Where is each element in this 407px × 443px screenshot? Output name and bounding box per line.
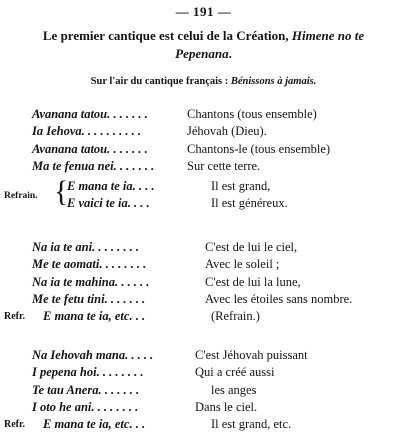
verse-line (0, 416, 407, 433)
tune-prefix: Sur l'air du cantique français : (90, 76, 229, 87)
verse-line (0, 141, 407, 158)
verse-line (0, 123, 407, 140)
verse-line (0, 158, 407, 175)
french-text: C'est de lui le ciel, (205, 240, 298, 254)
tahitian-text: E mana te ia, etc. . . (43, 417, 146, 432)
tahitian-text: Na ia te ani. . . . . . . . (32, 240, 139, 254)
tahitian-text: Avanana tatou. . . . . . . (32, 107, 148, 121)
tahitian-text: E vaici te ia. . . . (67, 196, 150, 211)
stanza-1 (0, 106, 407, 175)
refrain-brace: { (54, 175, 69, 208)
verse-line (0, 399, 407, 416)
french-text: Il est grand, etc. (211, 417, 292, 432)
verse-line (0, 382, 407, 399)
tahitian-text: Avanana tatou. . . . . . . (32, 141, 148, 156)
verse-line (0, 195, 407, 212)
tahitian-text: Na ia te mahina. . . . . . (32, 274, 150, 289)
heading-end: . (228, 46, 232, 61)
tahitian-text: Ia Iehova. . . . . . . . . . (32, 124, 142, 139)
verse-line (0, 239, 407, 256)
tahitian-text: I oto he ani. . . . . . . . (32, 399, 139, 414)
verse-line (0, 364, 407, 381)
tahitian-text: E mana te ia. . . . (67, 179, 155, 193)
verse-line (0, 347, 407, 364)
tahitian-text: Me te fetu tini. . . . . . . (32, 291, 146, 306)
french-text: Avec les étoiles sans nombre. (205, 291, 353, 306)
verse-line (0, 178, 407, 195)
french-text: Qui a créé aussi (195, 365, 275, 380)
refrain-label: Refrain. (4, 191, 38, 201)
tune-note (0, 76, 407, 87)
french-text: Chantons-le (tous ensemble) (187, 141, 331, 156)
verse-line (0, 274, 407, 291)
page-heading (20, 27, 387, 63)
verse-line (0, 106, 407, 123)
french-text: Avec le soleil ; (205, 257, 280, 272)
french-text: C'est de lui la lune, (205, 274, 301, 289)
french-text: Dans le ciel. (195, 399, 258, 414)
verse-line (0, 291, 407, 308)
french-text: les anges (211, 382, 257, 397)
stanza-2 (0, 239, 407, 325)
verse-line (0, 256, 407, 273)
french-text: Sur cette terre. (187, 158, 261, 173)
stanza-3 (0, 347, 407, 433)
page-number: — 191 — (175, 4, 232, 19)
verse-line (0, 308, 407, 325)
heading-title: Himene no te Pepenana (175, 28, 365, 61)
tahitian-text: Te tau Anera. . . . . . . (32, 382, 140, 397)
french-text: Il est grand, (211, 179, 271, 193)
refrain-block (0, 175, 407, 213)
heading-text: Le premier cantique est celui de la Création, (42, 28, 289, 43)
refrain-abbrev: Refr. (4, 311, 26, 323)
refrain-abbrev: Refr. (4, 419, 26, 431)
tune-title: Bénissons à jamais. (230, 76, 317, 87)
tahitian-text: Ma te fenua nei. . . . . . . (32, 158, 155, 173)
tahitian-text: I pepena hoi. . . . . . . . (32, 365, 144, 380)
tahitian-text: Na Iehovah mana. . . . . (32, 348, 154, 362)
french-text: Chantons (tous ensemble) (187, 107, 317, 121)
french-text: Il est généreux. (211, 196, 288, 211)
french-text: (Refrain.) (211, 309, 260, 324)
tahitian-text: E mana te ia, etc. . . (43, 309, 146, 324)
french-text: C'est Jéhovah puissant (195, 348, 308, 362)
tahitian-text: Me te aomati. . . . . . . . (32, 257, 147, 272)
french-text: Jéhovah (Dieu). (187, 124, 267, 139)
